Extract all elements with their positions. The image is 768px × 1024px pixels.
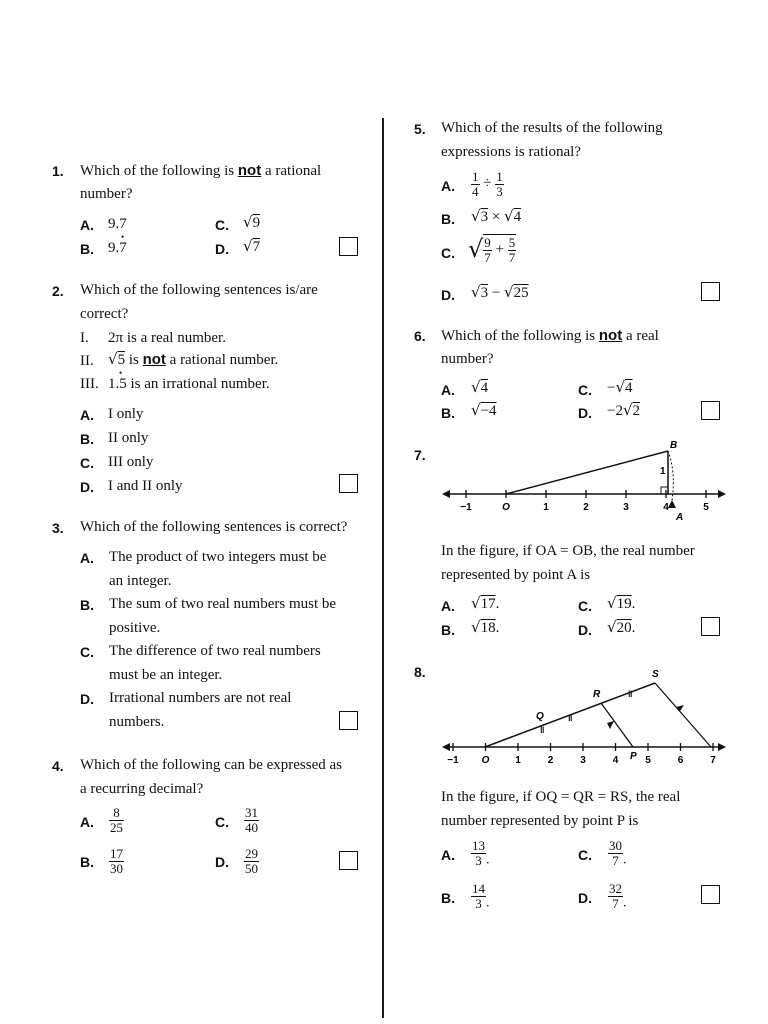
option-a-expression	[471, 170, 504, 198]
option-c-text: III only	[108, 454, 154, 470]
option-b-fraction	[109, 847, 124, 875]
answer-box[interactable]	[701, 617, 720, 636]
tick-label: 1	[515, 755, 521, 766]
question-text: Which of the following sentences is correct?	[80, 519, 348, 535]
tick-mark-equal: ‖	[568, 713, 573, 723]
option-a-label: A.	[441, 382, 455, 398]
text-part: is an irrational number.	[126, 376, 270, 392]
radicand: 4	[513, 209, 522, 225]
option-c-fraction	[608, 839, 627, 867]
arrow-icon	[607, 721, 614, 729]
denominator: 7	[484, 249, 491, 265]
label-P: P	[630, 751, 637, 762]
radical-sign: √	[622, 401, 633, 419]
period: .	[623, 852, 627, 868]
option-c-value	[243, 215, 260, 231]
option-d-label: D.	[215, 241, 229, 257]
denominator: 7	[508, 249, 516, 265]
label-R: R	[593, 689, 601, 700]
option-d-label: D.	[578, 890, 592, 906]
radical-sign: √	[607, 594, 617, 612]
period: .	[486, 852, 490, 868]
denominator: 50	[245, 860, 258, 876]
question-text-line2: number?	[80, 186, 133, 202]
radicand: 2	[632, 403, 641, 419]
numerator: 1	[472, 169, 479, 184]
label-B: B	[670, 440, 678, 451]
question-text-line2: number represented by point P is	[441, 813, 639, 829]
tick-label: 4	[612, 755, 619, 766]
emphasis-not: not	[598, 327, 623, 344]
arrow-right-icon	[718, 743, 726, 751]
text-part: a rational number.	[165, 352, 279, 368]
statement-i-text: 2π is a real number.	[108, 330, 226, 346]
question-number: 7.	[414, 447, 426, 463]
radicand: 20	[616, 620, 632, 636]
option-a-value	[471, 596, 499, 612]
question-number: 5.	[414, 121, 426, 137]
option-a-fraction	[471, 839, 490, 867]
option-c-label: C.	[215, 217, 229, 233]
question-text: Which of the following can be expressed as	[80, 757, 342, 773]
arrow-icon	[676, 705, 684, 711]
question-text: In the figure, if OA = OB, the real number	[441, 543, 695, 559]
option-b-label: B.	[80, 431, 94, 447]
radical-sign: √	[615, 378, 626, 396]
text-part: 1.	[108, 376, 120, 392]
numerator: 30	[609, 838, 622, 853]
radical-sign: √	[504, 283, 514, 301]
option-d-value	[607, 403, 640, 419]
option-b-label: B.	[441, 890, 455, 906]
option-a-label: A.	[441, 847, 455, 863]
numerator: 32	[609, 881, 622, 896]
question-number: 6.	[414, 328, 426, 344]
statement-i-numeral: I.	[80, 330, 89, 346]
text-part: a real	[622, 328, 659, 344]
text-part: Which of the following is	[441, 328, 599, 344]
answer-box[interactable]	[701, 282, 720, 301]
option-d-label: D.	[80, 691, 94, 707]
option-d-fraction	[608, 882, 627, 910]
numerator: 29	[245, 846, 258, 861]
option-b-expression	[471, 209, 521, 225]
option-c-label: C.	[578, 598, 592, 614]
statement-ii-numeral: II.	[80, 353, 94, 369]
option-a-label: A.	[441, 598, 455, 614]
option-d-label: D.	[80, 479, 94, 495]
operator: −	[491, 285, 501, 301]
answer-box[interactable]	[701, 401, 720, 420]
number-line-figure-8	[440, 663, 730, 771]
period: .	[631, 596, 636, 612]
question-number: 1.	[52, 163, 64, 179]
tick-label: 3	[580, 755, 586, 766]
radical-sign: √	[471, 401, 481, 419]
question-text-line2: expressions is rational?	[441, 144, 581, 160]
option-a-text-line1: The product of two integers must be	[109, 549, 327, 565]
option-c-value	[607, 596, 635, 612]
option-d-value	[607, 620, 635, 636]
radicand: 17	[480, 596, 496, 612]
right-angle-mark	[661, 487, 668, 494]
numerator: 17	[110, 846, 123, 861]
tick-label: O	[481, 755, 490, 766]
answer-box[interactable]	[339, 237, 358, 256]
label-A: A	[676, 512, 684, 523]
tick-label: 5	[645, 755, 651, 766]
option-a-label: A.	[80, 814, 94, 830]
emphasis-not: not	[142, 351, 166, 368]
radical-sign: √	[243, 213, 253, 231]
option-d-expression	[471, 285, 529, 301]
question-text	[80, 163, 321, 179]
radicand: 19	[616, 596, 632, 612]
option-d-value	[243, 239, 260, 255]
statement-ii-text	[108, 352, 278, 368]
option-d-label: D.	[578, 405, 592, 421]
option-b-label: B.	[441, 622, 455, 638]
radicand: 4	[625, 380, 633, 396]
recurring-dot: •	[119, 368, 123, 378]
option-a-label: A.	[80, 407, 94, 423]
radical-sign: √	[471, 207, 481, 225]
tick-label: 2	[547, 755, 554, 766]
option-d-label: D.	[215, 854, 229, 870]
tick-label: 1	[543, 502, 549, 513]
option-a-value	[471, 380, 488, 396]
question-text-line2: a recurring decimal?	[80, 781, 204, 797]
text-part: Which of the following is	[80, 163, 238, 179]
option-c-fraction	[244, 806, 259, 834]
radicand: 4	[480, 380, 489, 396]
question-number: 8.	[414, 664, 426, 680]
label-1: 1	[660, 466, 666, 477]
tick-mark-equal: ‖	[628, 689, 633, 699]
tick-label: 6	[677, 755, 684, 766]
option-b-label: B.	[80, 597, 94, 613]
question-text-line2: represented by point A is	[441, 567, 591, 583]
option-d-fraction	[244, 847, 259, 875]
denominator: 3	[475, 895, 482, 911]
radical-sign: √	[468, 235, 484, 264]
question-number: 4.	[52, 758, 64, 774]
option-c-label: C.	[578, 847, 592, 863]
numerator: 31	[245, 805, 258, 820]
question-text	[441, 328, 659, 344]
option-c-label: C.	[80, 455, 94, 471]
option-d-label: D.	[441, 287, 455, 303]
option-b-text: II only	[108, 430, 149, 446]
question-text: Which of the results of the following	[441, 120, 663, 136]
option-a-text-line2: an integer.	[109, 573, 172, 589]
option-d-text-line2: numbers.	[109, 714, 165, 730]
option-d-text: I and II only	[108, 478, 183, 494]
option-b-text-line2: positive.	[109, 620, 161, 636]
operator: +	[495, 241, 505, 258]
segment-R-to-P	[601, 703, 633, 747]
tick-label: 5	[703, 502, 709, 513]
denominator: 7	[612, 895, 619, 911]
numerator: 9	[484, 235, 491, 250]
option-c-label: C.	[578, 382, 592, 398]
option-a-label: A.	[80, 217, 94, 233]
radicand: 3	[480, 209, 489, 225]
option-a-label: A.	[441, 178, 455, 194]
denominator: 25	[110, 819, 123, 835]
emphasis-not: not	[237, 162, 262, 179]
option-b-label: B.	[80, 241, 94, 257]
segment-OB	[506, 451, 668, 494]
label-Q: Q	[536, 711, 544, 722]
radicand: 7	[252, 239, 261, 255]
numerator: 5	[508, 235, 516, 250]
question-number: 2.	[52, 283, 64, 299]
tick-label: O	[502, 502, 510, 513]
arrow-left-icon	[442, 490, 450, 498]
answer-box[interactable]	[701, 885, 720, 904]
radicand: −4	[480, 403, 497, 419]
period: .	[631, 620, 636, 636]
radical-sign: √	[471, 378, 481, 396]
arc-OB-to-A	[668, 451, 673, 500]
radical-sign: √	[504, 207, 514, 225]
column-divider	[382, 118, 384, 1018]
tick-label: 4	[663, 502, 669, 513]
radicand: 25	[513, 285, 529, 301]
option-c-label: C.	[441, 245, 455, 261]
numerator: 8	[109, 806, 124, 821]
option-b-fraction	[471, 882, 490, 910]
option-b-text-line1: The sum of two real numbers must be	[109, 596, 337, 612]
option-b-label: B.	[80, 854, 94, 870]
radicand: 18	[480, 620, 496, 636]
question-text: In the figure, if OQ = QR = RS, the real	[441, 789, 681, 805]
answer-box[interactable]	[339, 474, 358, 493]
arrow-right-icon	[718, 490, 726, 498]
option-c-text-line2: must be an integer.	[109, 667, 223, 683]
statement-iii-text	[108, 377, 270, 392]
option-b-value	[108, 241, 127, 256]
option-b-value	[471, 620, 499, 636]
arrow-left-icon	[442, 743, 450, 751]
question-number: 3.	[52, 520, 64, 536]
tick-label: −1	[460, 502, 472, 513]
question-text: Which of the following sentences is/are	[80, 282, 318, 298]
radical-sign: √	[108, 350, 118, 368]
radical-sign: √	[607, 618, 617, 636]
operator: ÷	[483, 175, 492, 192]
tick-mark-equal: ‖	[540, 725, 545, 735]
option-a-label: A.	[80, 550, 94, 566]
radical-sign: √	[471, 283, 481, 301]
recurring-dot: •	[121, 232, 125, 242]
period: .	[623, 895, 627, 911]
question-text-line2: correct?	[80, 306, 129, 322]
option-b-label: B.	[441, 405, 455, 421]
option-c-text-line1: The difference of two real numbers	[109, 643, 321, 659]
option-a-fraction	[109, 806, 124, 834]
option-a-text: I only	[108, 406, 144, 422]
radical-sign: √	[471, 618, 481, 636]
option-a-value: 9.7	[108, 216, 127, 232]
operator: ×	[491, 209, 501, 225]
question-text-line2: number?	[441, 351, 494, 367]
label-S: S	[652, 669, 659, 680]
tick-label: 2	[583, 502, 589, 513]
denominator: 40	[245, 819, 258, 835]
denominator: 3	[496, 183, 503, 199]
option-b-value	[471, 403, 497, 419]
option-c-expression	[468, 234, 516, 264]
option-c-value	[607, 380, 633, 396]
text-part: a rational	[261, 163, 322, 179]
statement-iii-numeral: III.	[80, 376, 99, 392]
radicand: 9	[252, 215, 261, 231]
option-d-label: D.	[578, 622, 592, 638]
radical-sign: √	[243, 237, 253, 255]
decimal-text: 9.7	[108, 240, 127, 256]
tick-label: 7	[710, 755, 716, 766]
number-line-figure-7	[440, 436, 730, 526]
option-c-label: C.	[215, 814, 229, 830]
answer-box[interactable]	[339, 851, 358, 870]
denominator: 3	[475, 852, 482, 868]
numerator: 1	[496, 169, 503, 184]
denominator: 30	[110, 860, 123, 876]
coefficient: −2	[607, 403, 623, 419]
recurring-digit: 5	[119, 376, 127, 392]
segment-S-to-7	[655, 683, 711, 747]
answer-box[interactable]	[339, 711, 358, 730]
radicand: 5	[117, 352, 126, 368]
tick-label: 3	[623, 502, 629, 513]
radicand: 3	[480, 285, 489, 301]
option-c-label: C.	[80, 644, 94, 660]
numerator: 14	[472, 881, 485, 896]
arrow-up-icon	[668, 500, 676, 508]
denominator: 4	[472, 183, 479, 199]
numerator: 13	[472, 838, 485, 853]
radical-sign: √	[471, 594, 481, 612]
tick-label: −1	[447, 755, 459, 766]
text-part: is	[125, 352, 143, 368]
option-b-label: B.	[441, 211, 455, 227]
denominator: 7	[612, 852, 619, 868]
period: .	[486, 895, 490, 911]
period: .	[495, 620, 500, 636]
period: .	[495, 596, 500, 612]
sign: −	[607, 380, 616, 396]
option-d-text-line1: Irrational numbers are not real	[109, 690, 292, 706]
